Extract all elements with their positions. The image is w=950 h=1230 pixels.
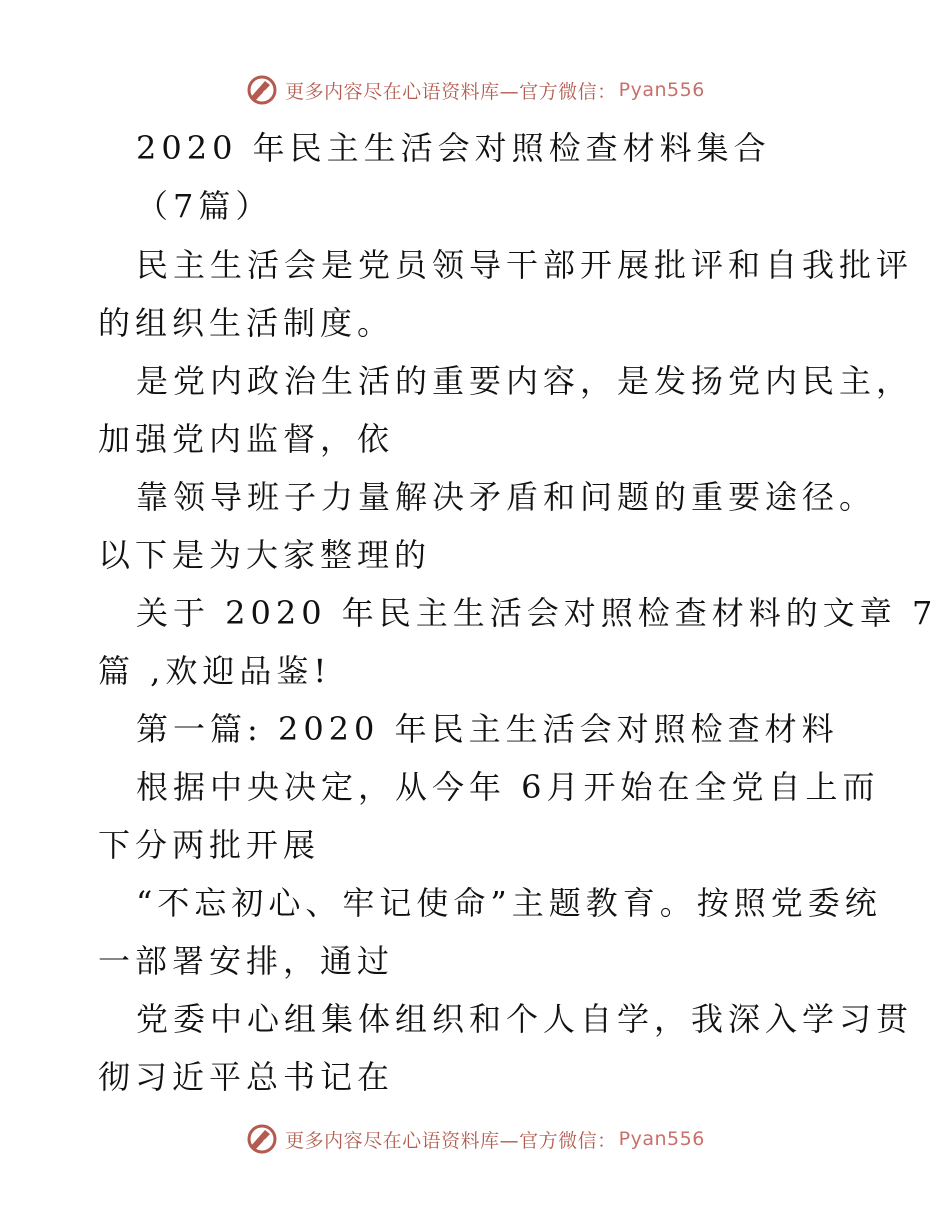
paragraph-line: 党委中心组集体组织和个人自学，我深入学习贯 (136, 1000, 914, 1038)
paragraph-line: 加强党内监督，依 (98, 420, 395, 458)
paragraph-line: 彻习近平总书记在 (98, 1058, 395, 1096)
paragraph-line: 以下是为大家整理的 (98, 536, 432, 574)
document-title: 2020 年民主生活会对照检查材料集合 (136, 129, 771, 167)
paragraph-line: 篇 ,欢迎品鉴! (98, 652, 332, 690)
brand-logo-icon (245, 1122, 279, 1156)
brand-logo-icon (245, 73, 279, 107)
footer-wechat-id: Pyan556 (618, 1128, 705, 1150)
paragraph-line: 根据中央决定，从今年 6月开始在全党自上而 (136, 768, 880, 806)
paragraph-line: 关于 2020 年民主生活会对照检查材料的文章 7 (136, 594, 938, 632)
footer-watermark-banner (0, 1119, 950, 1159)
header-banner-text: 更多内容尽在心语资料库—官方微信： (285, 80, 617, 103)
paragraph-line: 的组织生活制度。 (98, 304, 395, 342)
paragraph-line: 民主生活会是党员领导干部开展批评和自我批评 (136, 246, 914, 284)
document-title-count: （7篇） (136, 187, 273, 225)
footer-banner-text: 更多内容尽在心语资料库—官方微信： (285, 1129, 617, 1152)
header-watermark-banner (0, 70, 950, 110)
paragraph-line: 下分两批开展 (98, 826, 321, 864)
paragraph-line: “不忘初心、牢记使命”主题教育。按照党委统 (136, 884, 882, 922)
paragraph-line: 靠领导班子力量解决矛盾和问题的重要途径。 (136, 478, 877, 516)
header-wechat-id: Pyan556 (618, 79, 705, 101)
paragraph-line: 是党内政治生活的重要内容，是发扬党内民主， (136, 362, 914, 400)
section-heading: 第一篇: 2020 年民主生活会对照检查材料 (136, 710, 839, 748)
paragraph-line: 一部署安排，通过 (98, 942, 395, 980)
